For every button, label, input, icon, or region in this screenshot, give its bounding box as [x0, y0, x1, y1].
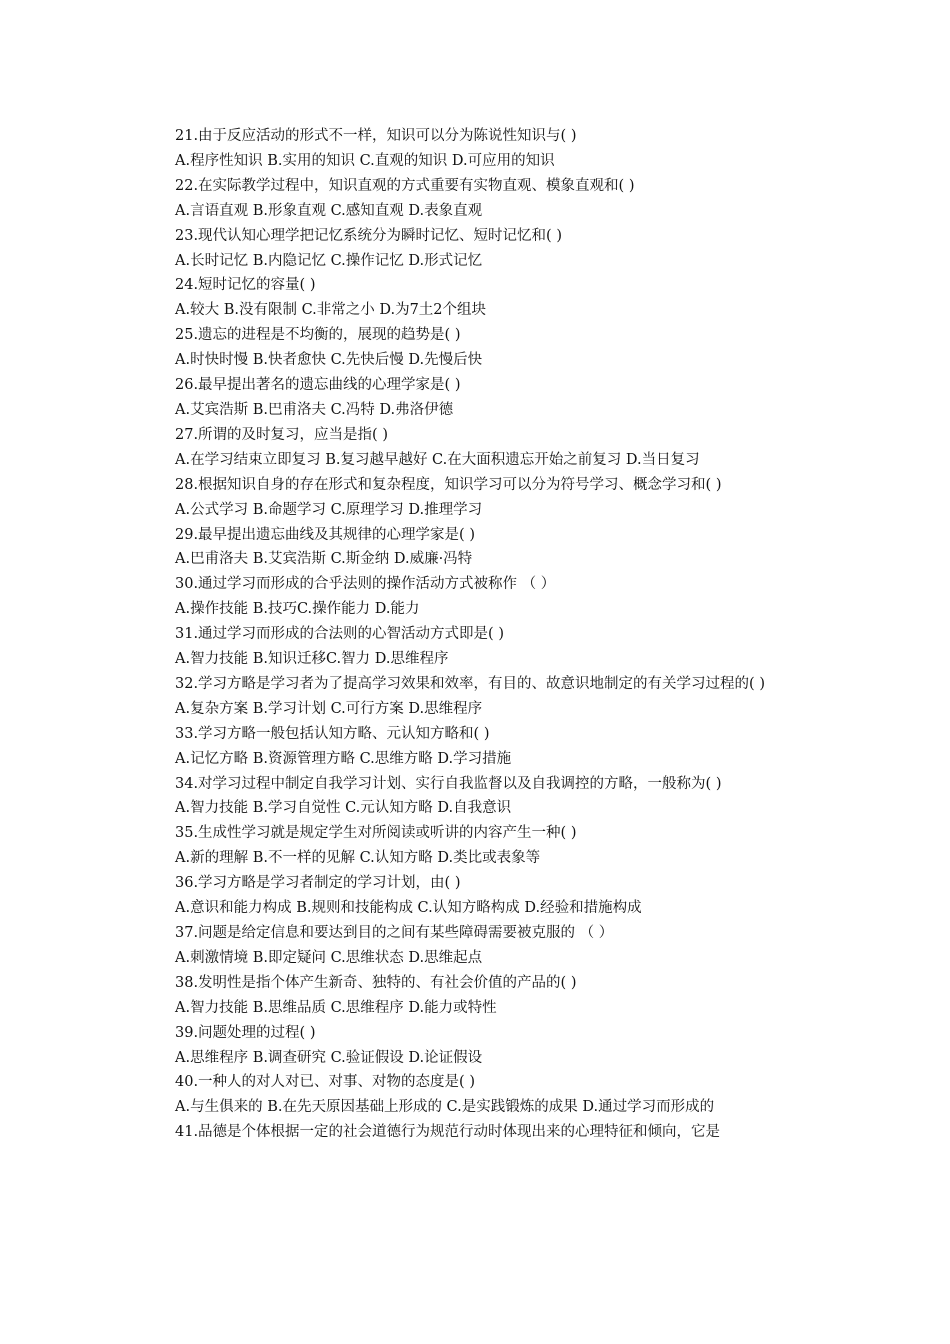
answer-options-line: A.巴甫洛夫 B.艾宾浩斯 C.斯金纳 D.威廉·冯特: [175, 551, 473, 568]
question-line: 32.学习方略是学习者为了提高学习效果和效率，有目的、故意识地制定的有关学习过程的( ): [175, 675, 765, 692]
question-line: 39.问题处理的过程( ): [175, 1024, 316, 1041]
question-line: 38.发明性是指个体产生新奇、独特的、有社会价值的产品的( ): [175, 974, 577, 991]
question-line: 30.通过学习而形成的合乎法则的操作活动方式被称作 （ ）: [175, 576, 556, 593]
answer-options-line: A.艾宾浩斯 B.巴甫洛夫 C.冯特 D.弗洛伊德: [175, 401, 454, 418]
question-line: 23.现代认知心理学把记忆系统分为瞬时记忆、短时记忆和( ): [175, 227, 562, 244]
answer-options-line: A.智力技能 B.思维品质 C.思维程序 D.能力或特性: [175, 999, 497, 1016]
question-line: 36.学习方略是学习者制定的学习计划，由( ): [175, 875, 461, 892]
question-line: 31.通过学习而形成的合法则的心智活动方式即是( ): [175, 626, 504, 643]
answer-options-line: A.时快时慢 B.快者愈快 C.先快后慢 D.先慢后快: [175, 352, 483, 369]
answer-options-line: A.操作技能 B.技巧C.操作能力 D.能力: [175, 601, 420, 618]
answer-options-line: A.长时记忆 B.内隐记忆 C.操作记忆 D.形式记忆: [175, 252, 483, 269]
answer-options-line: A.新的理解 B.不一样的见解 C.认知方略 D.类比或表象等: [175, 850, 541, 867]
question-line: 40.一种人的对人对已、对事、对物的态度是( ): [175, 1074, 475, 1091]
answer-options-line: A.刺激情境 B.即定疑问 C.思维状态 D.思维起点: [175, 949, 483, 966]
question-line: 35.生成性学习就是规定学生对所阅读或听讲的内容产生一种( ): [175, 825, 577, 842]
question-line: 22.在实际教学过程中，知识直观的方式重要有实物直观、模象直观和( ): [175, 177, 635, 194]
answer-options-line: A.程序性知识 B.实用的知识 C.直观的知识 D.可应用的知识: [175, 152, 555, 169]
answer-options-line: A.意识和能力构成 B.规则和技能构成 C.认知方略构成 D.经验和措施构成: [175, 900, 642, 917]
answer-options-line: A.复杂方案 B.学习计划 C.可行方案 D.思维程序: [175, 700, 483, 717]
answer-options-line: A.思维程序 B.调查研究 C.验证假设 D.论证假设: [175, 1049, 483, 1066]
answer-options-line: A.公式学习 B.命题学习 C.原理学习 D.推理学习: [175, 501, 483, 518]
question-line: 29.最早提出遗忘曲线及其规律的心理学家是( ): [175, 526, 475, 543]
question-line: 28.根据知识自身的存在形式和复杂程度，知识学习可以分为符号学习、概念学习和( ): [175, 476, 722, 493]
answer-options-line: A.智力技能 B.学习自觉性 C.元认知方略 D.自我意识: [175, 800, 512, 817]
answer-options-line: A.言语直观 B.形象直观 C.感知直观 D.表象直观: [175, 202, 483, 219]
question-line: 21.由于反应活动的形式不一样，知识可以分为陈说性知识与( ): [175, 128, 577, 144]
question-line: 24.短时记忆的容量( ): [175, 277, 316, 294]
answer-options-line: A.与生俱来的 B.在先天原因基础上形成的 C.是实践锻炼的成果 D.通过学习而形成的: [175, 1099, 715, 1116]
question-line: 41.品德是个体根据一定的社会道德行为规范行动时体现出来的心理特征和倾向，它是: [175, 1124, 721, 1141]
answer-options-line: A.记忆方略 B.资源管理方略 C.思维方略 D.学习措施: [175, 750, 512, 767]
question-line: 25.遗忘的进程是不均衡的，展现的趋势是( ): [175, 327, 461, 344]
question-line: 34.对学习过程中制定自我学习计划、实行自我监督以及自我调控的方略，一般称为( ): [175, 775, 722, 792]
answer-options-line: A.在学习结束立即复习 B.复习越早越好 C.在大面积遗忘开始之前复习 D.当日复习: [175, 451, 700, 468]
question-line: 33.学习方略一般包括认知方略、元认知方略和( ): [175, 725, 490, 742]
question-line: 26.最早提出著名的遗忘曲线的心理学家是( ): [175, 377, 461, 394]
document-body: [146, 124, 811, 1145]
answer-options-line: A.较大 B.没有限制 C.非常之小 D.为7土2个组块: [175, 302, 487, 319]
question-line: 37.问题是给定信息和要达到目的之间有某些障碍需要被克服的 （ ）: [175, 925, 614, 941]
answer-options-line: A.智力技能 B.知识迁移C.智力 D.思维程序: [175, 651, 449, 668]
question-line: 27.所谓的及时复习，应当是指( ): [175, 426, 388, 443]
